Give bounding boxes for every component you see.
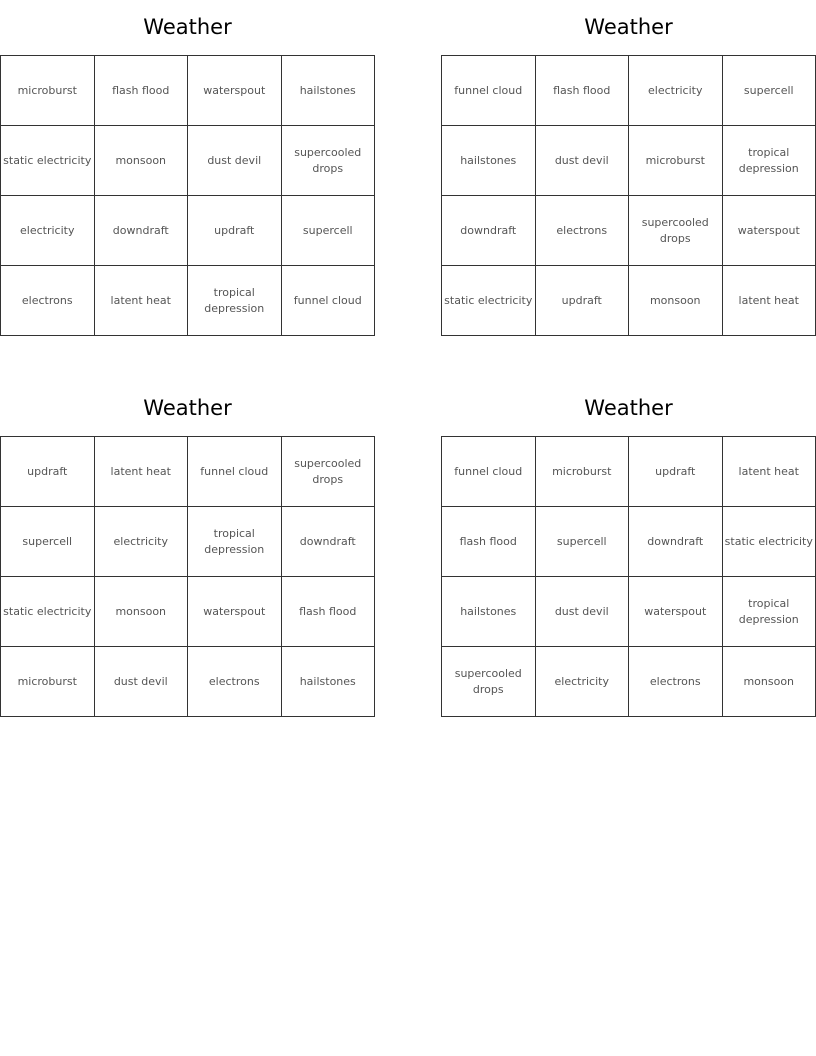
bingo-cell — [1, 196, 95, 266]
bingo-cell-label: supercell — [743, 83, 794, 97]
bingo-cell — [1, 56, 95, 126]
bingo-cell — [1, 507, 95, 577]
bingo-cell — [95, 647, 189, 717]
bingo-cell — [1, 577, 95, 647]
bingo-cell-label: static electricity — [724, 534, 813, 548]
bingo-cell-label: monsoon — [115, 153, 167, 167]
bingo-cell — [536, 647, 630, 717]
bingo-cell-label: downdraft — [112, 223, 169, 237]
bingo-card-2 — [441, 0, 816, 336]
bingo-cell — [188, 56, 282, 126]
bingo-grid — [441, 55, 816, 336]
bingo-cell-label: static electricity — [3, 153, 92, 167]
bingo-cell-label: electrons — [649, 674, 701, 688]
bingo-cell — [442, 647, 536, 717]
bingo-cell — [95, 507, 189, 577]
bingo-cell-label: monsoon — [649, 293, 701, 307]
bingo-cell-label: dust devil — [554, 604, 609, 618]
card-title: Weather — [143, 396, 232, 420]
bingo-cell-label: microburst — [17, 83, 77, 97]
bingo-cell — [282, 577, 376, 647]
bingo-cell-label: flash flood — [553, 83, 611, 97]
bingo-cell-label: electricity — [648, 83, 703, 97]
bingo-cell-label: hailstones — [299, 674, 356, 688]
bingo-cell — [1, 266, 95, 336]
card-title: Weather — [584, 15, 673, 39]
bingo-cell-label: updraft — [27, 464, 68, 478]
bingo-cell-label: latent heat — [738, 293, 799, 307]
bingo-cell-label: dust devil — [554, 153, 609, 167]
bingo-cell — [536, 196, 630, 266]
bingo-cell-label: hailstones — [460, 604, 517, 618]
bingo-cell — [282, 126, 376, 196]
bingo-cell — [536, 56, 630, 126]
bingo-cell — [188, 437, 282, 507]
bingo-cell — [723, 56, 816, 126]
bingo-cell — [629, 577, 723, 647]
bingo-cell — [1, 126, 95, 196]
bingo-cell-label: supercooled drops — [294, 456, 362, 486]
bingo-cell — [536, 507, 630, 577]
bingo-cell-label: microburst — [552, 464, 612, 478]
bingo-cell — [282, 647, 376, 717]
bingo-cell — [442, 196, 536, 266]
bingo-cell-label: electrons — [208, 674, 260, 688]
bingo-cell — [723, 437, 816, 507]
bingo-cell-label: flash flood — [299, 604, 357, 618]
bingo-cell — [723, 577, 816, 647]
bingo-cell — [95, 126, 189, 196]
bingo-cell — [442, 266, 536, 336]
bingo-cell — [629, 507, 723, 577]
bingo-cell-label: funnel cloud — [293, 293, 362, 307]
bingo-cell — [629, 126, 723, 196]
bingo-cell — [282, 266, 376, 336]
bingo-card-1 — [0, 0, 375, 336]
bingo-cell — [95, 196, 189, 266]
bingo-cell-label: monsoon — [115, 604, 167, 618]
bingo-cell-label: supercell — [556, 534, 607, 548]
bingo-cell-label: electricity — [113, 534, 168, 548]
bingo-cell-label: supercell — [22, 534, 73, 548]
bingo-cell-label: downdraft — [299, 534, 356, 548]
bingo-cell-label: funnel cloud — [454, 83, 523, 97]
bingo-cell — [723, 196, 816, 266]
bingo-cell — [282, 507, 376, 577]
bingo-cell — [282, 56, 376, 126]
bingo-cell — [1, 437, 95, 507]
bingo-cell-label: hailstones — [299, 83, 356, 97]
bingo-cell-label: microburst — [17, 674, 77, 688]
bingo-cell — [629, 437, 723, 507]
bingo-cell-label: electrons — [556, 223, 608, 237]
bingo-cell-label: supercooled drops — [641, 215, 709, 245]
bingo-cell — [723, 126, 816, 196]
bingo-cell-label: static electricity — [444, 293, 533, 307]
bingo-cell — [442, 437, 536, 507]
bingo-cell-label: waterspout — [737, 223, 800, 237]
bingo-cell-label: downdraft — [460, 223, 517, 237]
bingo-cell-label: waterspout — [644, 604, 707, 618]
bingo-cell — [629, 266, 723, 336]
bingo-cell-label: electricity — [20, 223, 75, 237]
bingo-cell — [536, 126, 630, 196]
bingo-cell-label: tropical depression — [204, 526, 265, 556]
bingo-card-4 — [441, 381, 816, 717]
bingo-cell-label: dust devil — [113, 674, 168, 688]
bingo-cell — [95, 437, 189, 507]
bingo-cell — [282, 196, 376, 266]
bingo-cell-label: updraft — [561, 293, 602, 307]
bingo-cell-label: hailstones — [460, 153, 517, 167]
bingo-cell-label: supercooled drops — [294, 145, 362, 175]
bingo-cell — [723, 507, 816, 577]
bingo-cell-label: supercell — [302, 223, 353, 237]
card-title: Weather — [143, 15, 232, 39]
bingo-cell-label: flash flood — [459, 534, 517, 548]
bingo-grid — [441, 436, 816, 717]
bingo-cell-label: tropical depression — [738, 145, 799, 175]
card-title: Weather — [584, 396, 673, 420]
bingo-cell — [95, 266, 189, 336]
bingo-cell-label: funnel cloud — [454, 464, 523, 478]
bingo-cell-label: electricity — [554, 674, 609, 688]
bingo-cell — [95, 577, 189, 647]
bingo-cell-label: updraft — [214, 223, 255, 237]
bingo-cell-label: tropical depression — [204, 285, 265, 315]
bingo-cell — [442, 507, 536, 577]
bingo-cell-label: static electricity — [3, 604, 92, 618]
bingo-cell-label: microburst — [645, 153, 705, 167]
bingo-cell — [95, 56, 189, 126]
bingo-cell-label: latent heat — [110, 464, 171, 478]
bingo-cell — [442, 126, 536, 196]
bingo-cell-label: funnel cloud — [200, 464, 269, 478]
bingo-cell-label: dust devil — [207, 153, 262, 167]
bingo-cell — [442, 577, 536, 647]
bingo-cell — [188, 647, 282, 717]
bingo-grid — [0, 436, 375, 717]
bingo-cell-label: waterspout — [203, 83, 266, 97]
bingo-cell-label: supercooled drops — [454, 666, 522, 696]
bingo-cell-label: latent heat — [110, 293, 171, 307]
bingo-card-3 — [0, 381, 375, 717]
bingo-cell-label: electrons — [21, 293, 73, 307]
bingo-cell — [188, 577, 282, 647]
bingo-cell — [629, 647, 723, 717]
bingo-cell-label: flash flood — [112, 83, 170, 97]
bingo-cell-label: monsoon — [743, 674, 795, 688]
bingo-cell-label: waterspout — [203, 604, 266, 618]
bingo-cell — [536, 266, 630, 336]
bingo-cell — [188, 507, 282, 577]
bingo-cell-label: latent heat — [738, 464, 799, 478]
bingo-cell — [723, 266, 816, 336]
bingo-cell — [188, 126, 282, 196]
bingo-cell — [723, 647, 816, 717]
bingo-cell — [188, 196, 282, 266]
bingo-cell-label: tropical depression — [738, 596, 799, 626]
bingo-cell — [1, 647, 95, 717]
bingo-cell-label: downdraft — [647, 534, 704, 548]
bingo-cell — [188, 266, 282, 336]
bingo-grid — [0, 55, 375, 336]
bingo-cell — [629, 56, 723, 126]
bingo-cell-label: updraft — [655, 464, 696, 478]
bingo-cell — [282, 437, 376, 507]
bingo-cell — [442, 56, 536, 126]
bingo-cell — [536, 437, 630, 507]
bingo-cell — [629, 196, 723, 266]
bingo-cell — [536, 577, 630, 647]
